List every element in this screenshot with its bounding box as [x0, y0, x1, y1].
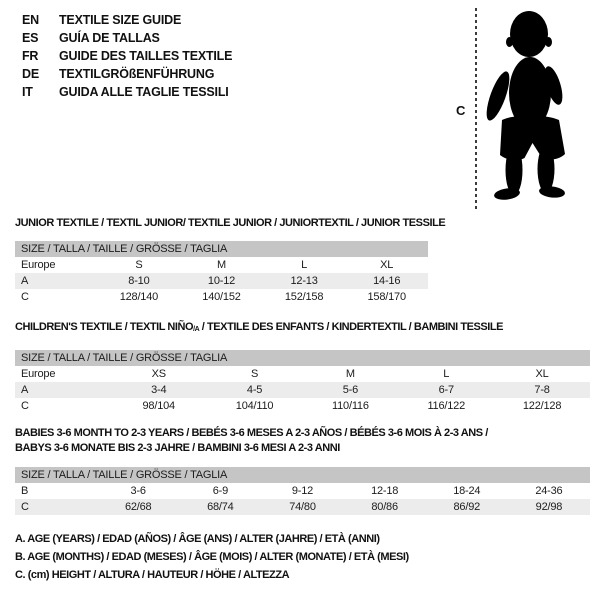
size-value-cell: 74/80	[261, 499, 343, 515]
size-value-cell: S	[251, 368, 259, 380]
size-value-cell: 152/158	[284, 291, 324, 303]
language-row-de	[22, 65, 232, 83]
language-code: ES	[22, 31, 39, 45]
size-value-cell: 3-4	[111, 382, 207, 398]
language-row-en	[22, 11, 232, 29]
section-junior-textile	[15, 216, 446, 305]
row-label-cell: A	[15, 273, 98, 289]
size-value-cell: 68/74	[179, 499, 261, 515]
size-value-cell: 6-7	[398, 382, 494, 398]
toddler-silhouette	[486, 8, 581, 204]
table-row	[15, 366, 590, 382]
legend-notes	[15, 530, 409, 584]
language-code: DE	[22, 67, 39, 81]
table-row	[15, 273, 428, 289]
language-row-it	[22, 83, 232, 101]
height-measure-label: C	[456, 103, 466, 118]
size-value-cell: 12-13	[263, 273, 346, 289]
size-value-cell: 122/128	[522, 400, 562, 412]
size-value-cell: L	[301, 259, 308, 271]
row-label-cell: C	[21, 400, 29, 412]
legend-note-a: A. AGE (YEARS) / EDAD (AÑOS) / ÂGE (ANS) / ALTER (JAHRE) / ETÀ (ANNI)	[15, 533, 380, 545]
size-value-cell: 4-5	[207, 382, 303, 398]
row-label-cell: C	[21, 291, 29, 303]
row-label-cell: C	[15, 499, 97, 515]
language-row-es	[22, 29, 232, 47]
size-value-cell: 10-12	[180, 273, 263, 289]
size-value-cell: 92/98	[508, 499, 590, 515]
language-title: GUIDA ALLE TAGLIE TESSILI	[59, 85, 229, 99]
size-value-cell: 80/86	[344, 499, 426, 515]
title-text: CHILDREN'S TEXTILE / TEXTIL NIÑO	[15, 321, 194, 333]
size-value-cell: 5-6	[302, 382, 398, 398]
size-value-cell: S	[135, 259, 143, 271]
language-title: GUIDE DES TAILLES TEXTILE	[59, 49, 233, 63]
size-value-cell: 7-8	[494, 382, 590, 398]
size-value-cell: M	[345, 368, 355, 380]
section-title	[15, 320, 590, 337]
size-header-band: SIZE / TALLA / TAILLE / GRÖSSE / TAGLIA	[15, 467, 590, 483]
row-label-cell: A	[15, 382, 111, 398]
size-value-cell: XL	[380, 259, 394, 271]
language-title: GUÍA DE TALLAS	[59, 31, 160, 45]
size-value-cell: 24-36	[535, 485, 563, 497]
size-value-cell: 18-24	[453, 485, 481, 497]
size-value-cell: 8-10	[98, 273, 181, 289]
section-babies-textile	[15, 426, 590, 515]
size-header-row	[15, 467, 590, 483]
size-value-cell: 3-6	[130, 485, 146, 497]
size-value-cell: 62/68	[97, 499, 179, 515]
size-value-cell: 116/122	[427, 400, 465, 412]
legend-note-c: C. (cm) HEIGHT / ALTURA / HAUTEUR / HÖHE / ALTEZZA	[15, 569, 290, 581]
height-measure-dashed-line	[475, 8, 477, 210]
size-value-cell: 9-12	[291, 485, 314, 497]
junior-size-table	[15, 241, 428, 305]
size-value-cell: 140/152	[202, 291, 241, 303]
size-value-cell: 12-18	[371, 485, 399, 497]
language-row-fr	[22, 47, 232, 65]
language-title: TEXTILE SIZE GUIDE	[59, 13, 182, 27]
size-value-cell: 158/170	[367, 291, 406, 303]
title-subscript: /A	[193, 326, 200, 333]
size-value-cell: L	[443, 368, 450, 380]
legend-note-b: B. AGE (MONTHS) / EDAD (MESES) / ÂGE (MOIS) / ALTER (MONATE) / ETÀ (MESI)	[15, 551, 409, 563]
size-value-cell: M	[217, 259, 226, 271]
section-title-line-2: BABYS 3-6 MONATE BIS 2-3 JAHRE / BAMBINI 3-6 MESI A 2-3 ANNI	[15, 442, 340, 454]
size-header-row	[15, 241, 428, 257]
size-value-cell: 128/140	[119, 291, 159, 303]
table-row	[15, 398, 590, 414]
language-code: IT	[22, 85, 33, 99]
size-value-cell: 110/116	[332, 400, 369, 412]
table-row	[15, 289, 428, 305]
size-value-cell: 6-9	[212, 485, 228, 497]
size-value-cell: 86/92	[426, 499, 508, 515]
row-label-cell: B	[21, 485, 29, 497]
size-header-band: SIZE / TALLA / TAILLE / GRÖSSE / TAGLIA	[15, 241, 428, 257]
language-code: EN	[22, 13, 39, 27]
size-value-cell: 98/104	[142, 400, 175, 412]
table-row	[15, 499, 590, 515]
row-label-cell: Europe	[21, 259, 56, 271]
table-row	[15, 382, 590, 398]
language-title: TEXTILGRÖßENFÜHRUNG	[59, 67, 215, 81]
section-title-line-1: BABIES 3-6 MONTH TO 2-3 YEARS / BEBÉS 3-6 MESES A 2-3 AÑOS / BÉBÉS 3-6 MOIS À 2-3 ANS /	[15, 427, 488, 439]
table-row	[15, 257, 428, 273]
language-code: FR	[22, 49, 39, 63]
row-label-cell: Europe	[21, 368, 56, 380]
table-row	[15, 483, 590, 499]
size-header-row	[15, 350, 590, 366]
title-text: / TEXTILE DES ENFANTS / KINDERTEXTIL / BAMBINI TESSILE	[199, 321, 504, 333]
section-title: JUNIOR TEXTILE / TEXTIL JUNIOR/ TEXTILE JUNIOR / JUNIORTEXTIL / JUNIOR TESSILE	[15, 217, 446, 229]
size-header-band: SIZE / TALLA / TAILLE / GRÖSSE / TAGLIA	[15, 350, 590, 366]
children-size-table	[15, 350, 590, 414]
size-value-cell: 14-16	[345, 273, 428, 289]
section-childrens-textile	[15, 320, 590, 414]
size-value-cell: XL	[535, 368, 549, 380]
language-title-list	[22, 11, 232, 101]
babies-size-table	[15, 467, 590, 515]
size-value-cell: 104/110	[235, 400, 274, 412]
size-value-cell: XS	[151, 368, 166, 380]
